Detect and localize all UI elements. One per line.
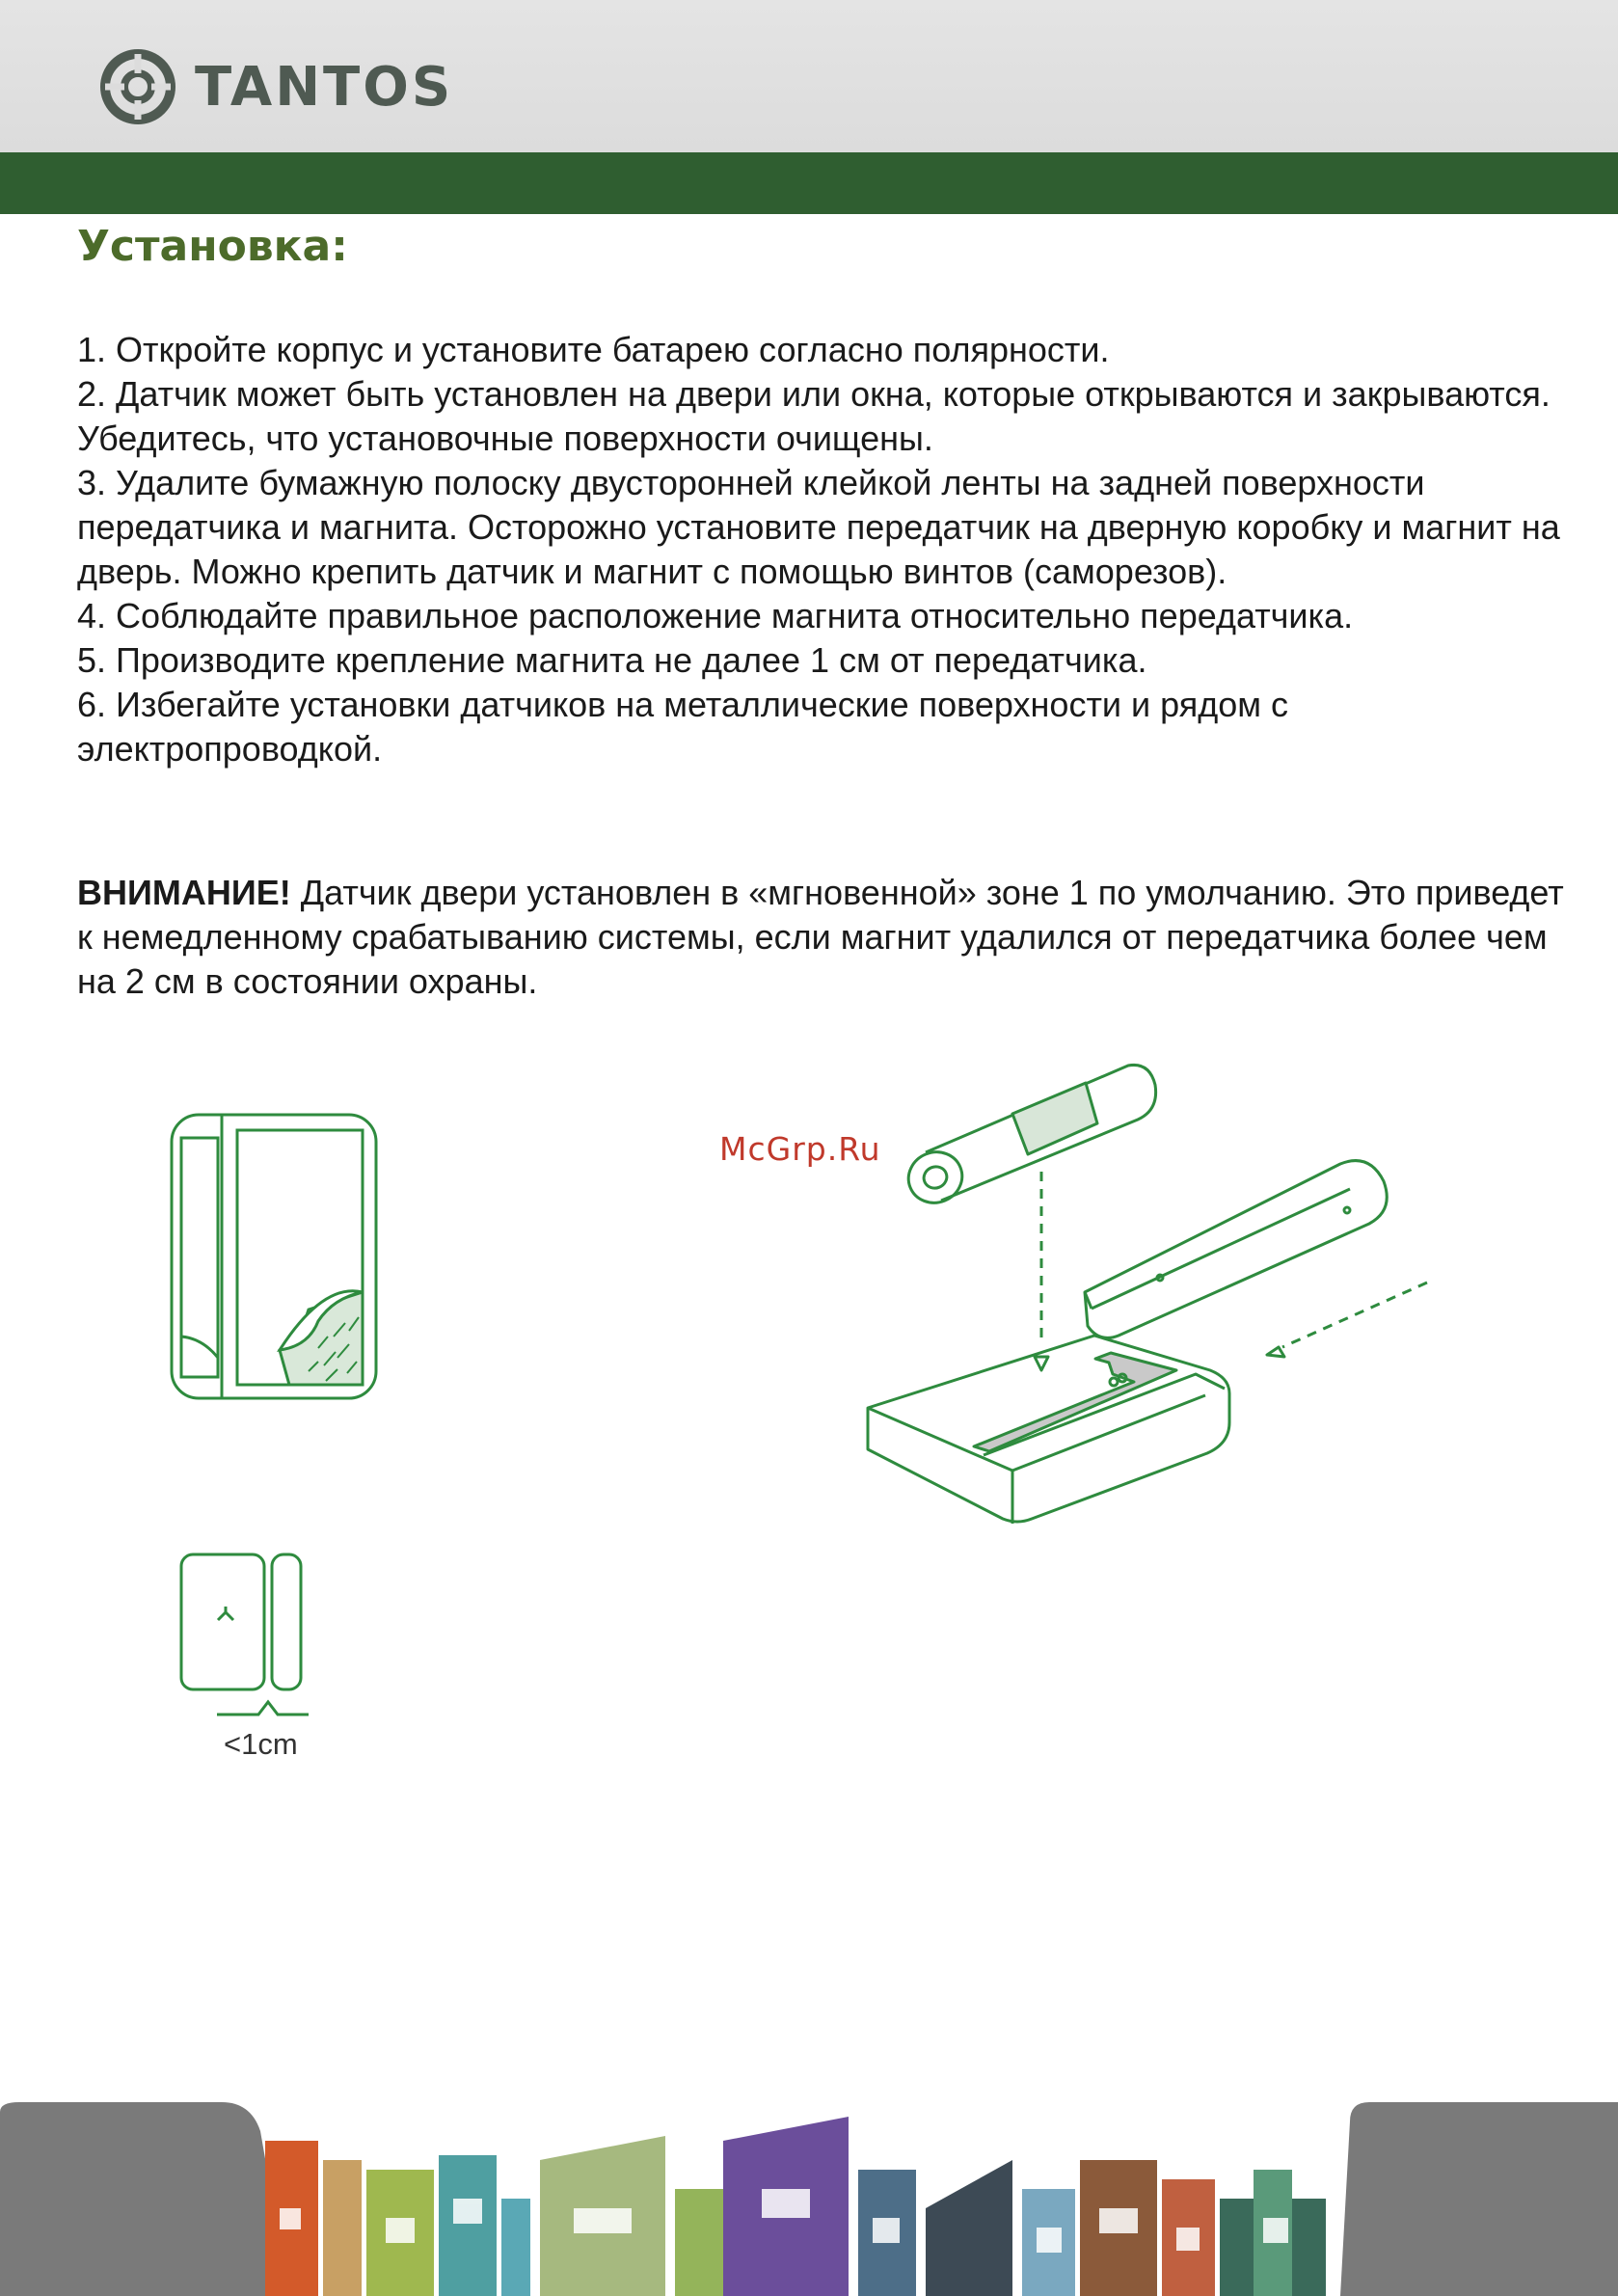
battery-installation-figure	[849, 1056, 1456, 1528]
installation-steps	[77, 328, 1581, 771]
step-item: 3. Удалите бумажную полоску двусторонней клейкой ленты на задней поверхности передатчика и магнита. Осторожно установите передатчик на дверную коробку и магнит на дверь. Можно крепить датчик и магнит с помощью винтов (саморезов).	[77, 463, 1560, 591]
brand-name: TANTOS	[195, 56, 454, 119]
brand-logo-icon	[94, 46, 181, 127]
step-item: 5. Производите крепление магнита не далее 1 см от передатчика.	[77, 640, 1147, 680]
step-item: 6. Избегайте установки датчиков на металлические поверхности и рядом с электропроводкой.	[77, 685, 1289, 769]
page-title: Установка:	[77, 222, 348, 271]
warning-text: Датчик двери установлен в «мгновенной» зоне 1 по умолчанию. Это приведет к немедленному срабатыванию системы, если магнит удалился от передатчика более чем на 2 см в состоянии охраны.	[77, 873, 1564, 1001]
sensor-adhesive-figure	[164, 1109, 386, 1408]
step-item: 2. Датчик может быть установлен на двери или окна, которые открываются и закрываются. Убедитесь, что установочные поверхности очищены.	[77, 374, 1551, 458]
distance-label: <1cm	[224, 1727, 298, 1761]
step-item: 4. Соблюдайте правильное расположение магнита относительно передатчика.	[77, 596, 1354, 635]
brand-logo	[94, 46, 499, 127]
warning-note	[77, 871, 1581, 1004]
city-skyline-footer	[0, 2102, 1618, 2296]
warning-label: ВНИМАНИЕ!	[77, 873, 291, 912]
magnet-spacing-figure	[174, 1553, 318, 1721]
header-accent-bar	[0, 152, 1618, 214]
step-item: 1. Откройте корпус и установите батарею согласно полярности.	[77, 330, 1110, 369]
watermark-text: McGrp.Ru	[719, 1130, 881, 1168]
